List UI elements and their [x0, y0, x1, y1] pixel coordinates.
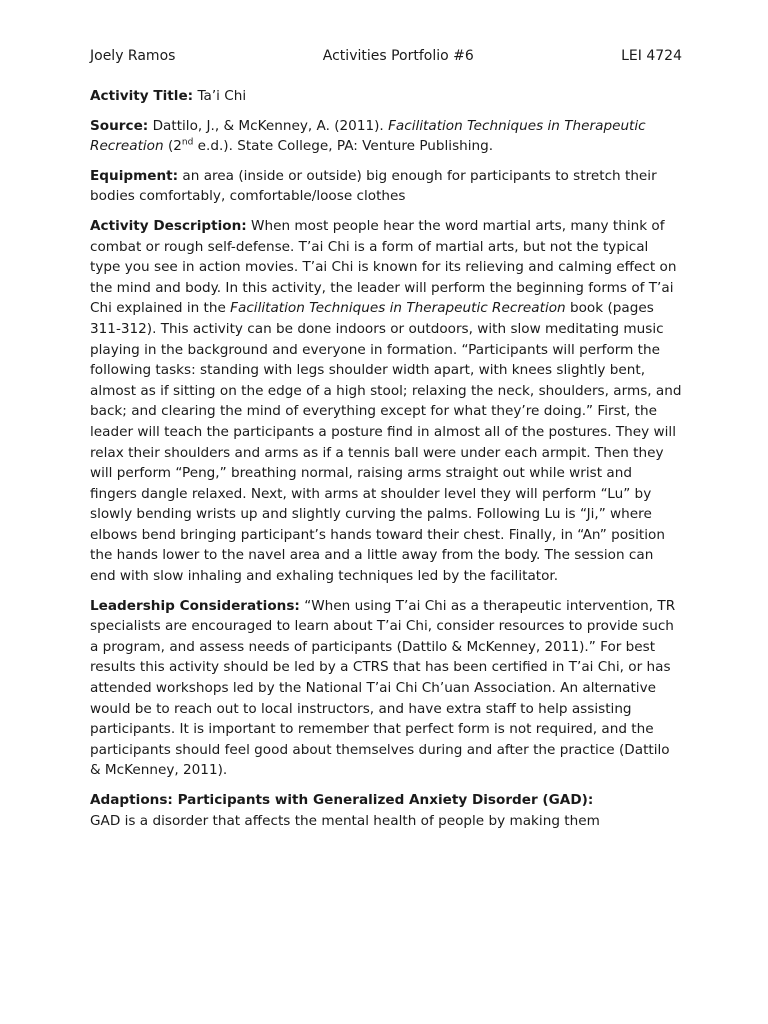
activity-description-section	[90, 216, 682, 587]
activity-description-text-1: When most people hear the word martial arts, many think of combat or rough self-defense. T’ai Chi is a form of martial arts, but not the typical type you see in action movies. T’ai Chi is known for its relieving and calming effect on the mind and body. In this activity, the leader will perform the beginning forms of T’ai Chi explained in the	[90, 217, 677, 317]
activity-description-label: Activity Description:	[90, 217, 247, 234]
leadership-section	[90, 596, 682, 781]
activity-title-label: Activity Title:	[90, 88, 194, 104]
activity-description-book-title: Facilitation Techniques in Therapeutic Recreation	[230, 300, 566, 317]
activity-title-section	[90, 86, 682, 107]
equipment-label: Equipment:	[90, 167, 179, 184]
source-authors: Dattilo, J., & McKenney, A. (2011).	[152, 117, 384, 134]
activity-description-text-2: book (pages 311-312). This activity can be done indoors or outdoors, with slow meditating music playing in the background and everyone in formation. “Participants will perform the following tasks: standing with legs shoulder width apart, with knees slightly bent, almost as if sitting on the edge of a high stool; relaxing the neck, shoulders, arms, and back; and clearing the mind of everything except for what they’re doing.” First, the leader will teach the participants a posture find in almost all of the postures. They will relax their shoulders and arms as if a tennis ball were under each armpit. Then they will perform “Peng,” breathing normal, raising arms straight out while wrist and fingers dangle relaxed. Next, with arms at shoulder level they will perform “Lu” by slowly bending wrists up and slightly curving the palms. Following Lu is “Ji,” where elbows bend bringing participant’s hands toward their chest. Finally, in “An” position the hands lower to the navel area and a little away from the body. The session can end with slow inhaling and exhaling techniques led by the facilitator.	[90, 300, 682, 585]
leadership-label: Leadership Considerations:	[90, 597, 300, 614]
header-title: Activities Portfolio #6	[322, 48, 474, 64]
equipment-text: an area (inside or outside) big enough for participants to stretch their bodies comfortably, comfortable/loose clothes	[90, 167, 657, 205]
source-book-title: Facilitation Techniques in Therapeutic Recreation	[90, 117, 646, 155]
leadership-text: “When using T’ai Chi as a therapeutic intervention, TR specialists are encouraged to learn about T’ai Chi, consider resources to provide such a program, and assess needs of participants (Dattilo & McKenney, 2011).” For best results this activity should be led by a CTRS that has been certified in T’ai Chi, or has attended workshops led by the National T’ai Chi Ch’uan Association. An alternative would be to reach out to local instructors, and have extra staff to help assisting participants. It is important to remember that perfect form is not required, and the participants should feel good about themselves during and after the practice (Dattilo & McKenney, 2011).	[90, 597, 676, 779]
page-header	[90, 46, 682, 66]
equipment-section	[90, 166, 682, 207]
source-publisher: e.d.). State College, PA: Venture Publishing.	[197, 138, 494, 155]
activity-title-value: Ta’i Chi	[197, 88, 247, 104]
source-section	[90, 116, 682, 157]
source-label: Source:	[90, 117, 149, 134]
adaptions-section	[90, 790, 682, 831]
header-author: Joely Ramos	[90, 48, 176, 64]
adaptions-text: GAD is a disorder that affects the mental health of people by making them	[90, 812, 600, 829]
header-course: LEI 4724	[621, 48, 682, 64]
adaptions-label: Adaptions: Participants with Generalized Anxiety Disorder (GAD):	[90, 792, 594, 808]
source-edition: (2nd	[167, 137, 194, 155]
